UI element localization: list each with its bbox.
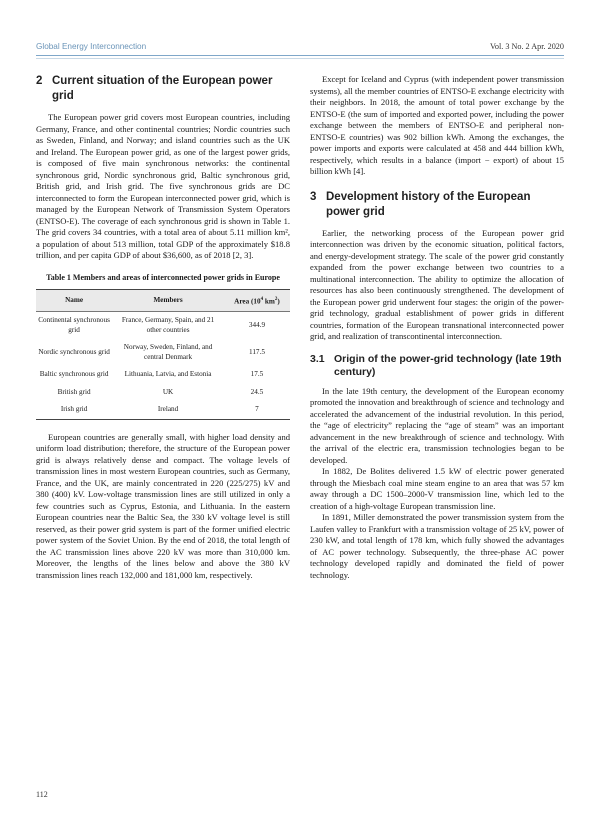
members-table (36, 289, 290, 420)
table-row (36, 339, 290, 366)
column-header-area: Area ($10^4$ $km^2$) (224, 289, 290, 312)
subsection-title: Origin of the power-grid technology (late 19th century) (334, 352, 562, 378)
paragraph: European countries are generally small, with higher load density and uniform load distribution; therefore, the structure of the European power grid is always relatively dense and compact. The voltage levels of transmission lines in most western European countries, such as Germany, France, and the UK, are mainly concentrated in 220 (225/275) kV and 380 (400) kV. Low-voltage transmission lines are still utilized in only a few countries such as Cyprus, Estonia, and Lithuania. In the eastern European countries near the Baltic Sea, the 330 kV voltage level is still reserved, as their power grid system is part of the former unified electric power system of the Soviet Union. By the end of 2018, the total length of the AC transmission lines above 220 kV was more than 310,000 km. Moreover, the lengths of the lines below and above the 380 kV transmission lines reach 132,000 and 181,000 km, respectively. (36, 431, 290, 580)
cell-name: Nordic synchronous grid (38, 348, 110, 357)
cell-name: British grid (57, 387, 91, 396)
right-column (310, 74, 564, 581)
paragraph: Except for Iceland and Cyprus (with independent power transmission systems), all the member countries of ENTSO-E exchange electricity with their neighbors. In 2018, the amount of total power exchange by the ENTSO-E (the sum of imported and exported power, including the power exchange between the members of ENTSO-E and peripheral non-ENTSO-E countries) was 902 billion kWh. Among the exchanges, the power imports and exports were calculated at 458 and 444 billion kWh, respectively, which results in a balance (import − export) of about 15 billion kWh [4]. (310, 74, 564, 176)
subsection-number: 3.1 (310, 352, 325, 365)
paragraph: Earlier, the networking process of the European power grid interconnection was driven by the economic situation, political factors, and energy-development strategy. The scale of the power grid constantly expanded from the power exchange between two countries to a multinational interconnection. The ability to optimize the allocation of resources has also been continuously strengthened. The development of the European power grid underwent four stages: the origin of the power-grid technology, gradual establishment of power grids in different countries, formation of the European transnational interconnected power grid, and realization of transcontinental interconnection. (310, 227, 564, 341)
table-caption: Table 1 Members and areas of interconnected power grids in Europe (46, 272, 280, 282)
table-row (36, 366, 290, 384)
cell-name: Baltic synchronous grid (39, 370, 109, 379)
section-3-heading (310, 190, 564, 220)
running-header-journal: Global Energy Interconnection (36, 42, 147, 51)
running-header-issue: Vol. 3 No. 2 Apr. 2020 (490, 42, 564, 51)
left-column (36, 74, 290, 581)
cell-members: Lithuania, Latvia, and Estonia (124, 370, 212, 379)
table-header-row (36, 289, 290, 312)
paragraph: In the late 19th century, the development of the European economy promoted the innovation and breakthrough of science and technology and accelerated the advancement of the industrial revolution. In this period, the “age of electricity” replacing the “age of steam” was an important advancement in the new breakthrough of science and technology. With the arrival of the electric era, transmission technologies began to be developed. (310, 385, 564, 465)
cell-area: 117.5 (249, 348, 265, 357)
section-title: Development history of the European power grid (326, 190, 531, 218)
header-rule-thin (36, 58, 564, 59)
subsection-3-1-heading (310, 353, 564, 380)
column-header-members: Members (112, 289, 224, 312)
cell-area: 7 (224, 401, 290, 419)
cell-name: Continental synchronous grid (38, 316, 110, 334)
paragraph: The European power grid covers most European countries, including Germany, France, and other continental countries; Nordic countries such as Sweden, Finland, and Norway; and island countries such as the UK and Ireland. The European power grid, as one of the largest power grids, is composed of five main synchronous networks: the continental synchronous grid, Nordic synchronous grid, Baltic synchronous grid, British grid, and Irish grid. The five synchronous grids are DC interconnected to form the European interconnected power grid, which is managed by the European Network of Transmission System Operators (ENTSO-E). The coverage of each synchronous grid is shown in Table 1. The grid covers 34 countries, with a total area of about 5.11 million km², a population of about 513 million, total GDP of the approximately $18.8 trillion, and per capita GDP of about $36,600, as of 2018 [2, 3]. (36, 112, 290, 260)
header-rule (36, 55, 564, 56)
section-2-heading (36, 74, 290, 104)
cell-area: 17.5 (250, 370, 264, 379)
paragraph: In 1891, Miller demonstrated the power transmission system from the Laufen valley to Frankfurt with a transmission voltage of 25 kV, power of 230 kW, and total length of 178 km, which fully showed the advantages of AC power technology. Subsequently, the three-phase AC power technology developed rapidly and dominated the field of power technology. (310, 512, 564, 580)
section-number: 3 (310, 190, 317, 203)
cell-members: Ireland (112, 401, 224, 419)
paragraph: In 1882, De Bolites delivered 1.5 kW of electric power generated through the Miesbach coal mine steam engine to an area that was 57 km away through a DC 1500–2000-V transmission line, which led to the creation of a high-voltage European transmission line. (310, 466, 564, 511)
cell-name: Irish grid (36, 401, 112, 419)
page-number: 112 (36, 790, 48, 799)
table-row (36, 312, 290, 340)
section-number: 2 (36, 75, 43, 87)
cell-area: 344.9 (248, 321, 266, 330)
cell-members: France, Germany, Spain, and 21 other countries (121, 316, 215, 334)
table-row (36, 401, 290, 419)
cell-members: Norway, Sweden, Finland, and central Denmark (123, 343, 213, 361)
table-row (36, 384, 290, 402)
section-title: Current situation of the European power grid (52, 75, 273, 102)
column-header-name: Name (36, 289, 112, 312)
cell-area: 24.5 (250, 387, 264, 396)
cell-members: UK (162, 387, 174, 396)
